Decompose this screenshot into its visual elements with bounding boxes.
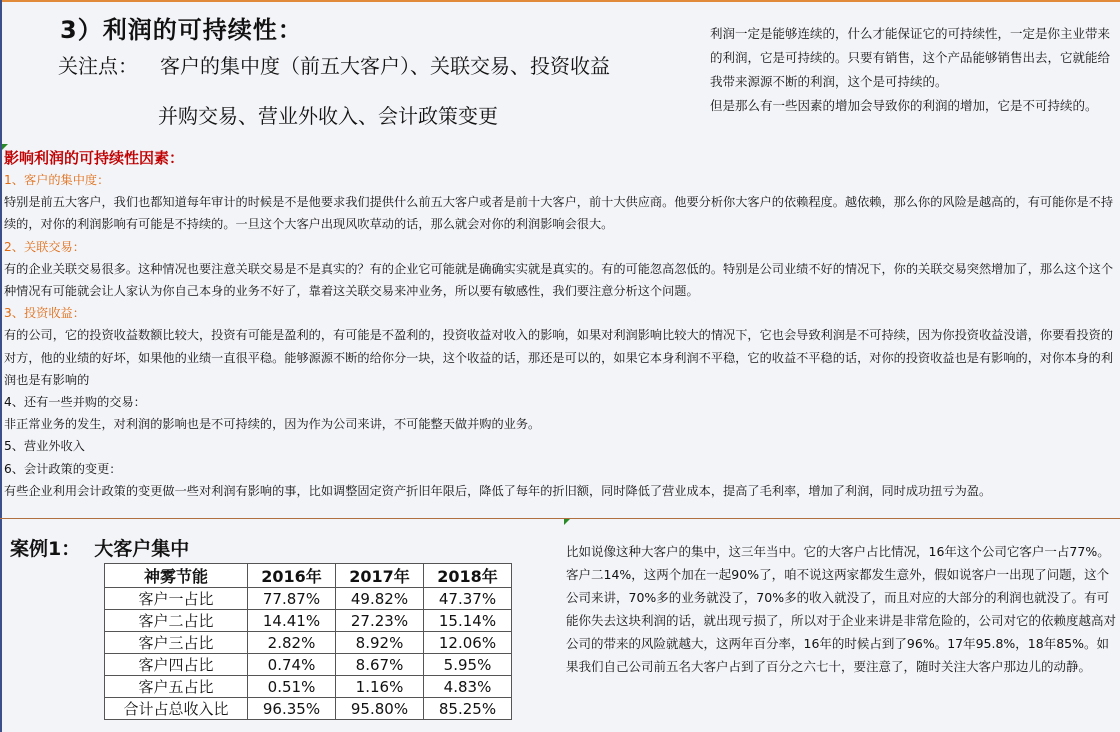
factor-body: 特别是前五大客户，我们也都知道每年审计的时候是不是他要求我们提供什么前五大客户或者是前十大客户，前十大供应商。他要分析你大客户的依赖程度。越依赖，那么你的风险是越高的，有可能你是不持续的，对你的利润影响有可能是不持续的。一旦这个大客户出现风吹草动的话，那么就会对你的利润影响会很大。: [4, 195, 1114, 232]
table-cell: 合计占总收入比: [105, 698, 248, 720]
side-note: [710, 22, 1115, 118]
side-note-p1: 利润一定是能够连续的，什么才能保证它的可持续性，一定是你主业带来的利润，它是可持续的。只要有销售，这个产品能够销售出去，它就能给我带来源源不断的利润，这个是可持续的。: [710, 26, 1111, 89]
table-cell: 4.83%: [424, 676, 512, 698]
table-row: [105, 588, 512, 610]
table-cell: 客户三占比: [105, 632, 248, 654]
table-row: [105, 698, 512, 720]
factor-title: 6、会计政策的变更：: [4, 461, 122, 476]
factor-title: 1、客户的集中度：: [4, 173, 110, 187]
factors-heading: 影响利润的可持续性因素：: [4, 149, 185, 167]
table-cell: 15.14%: [424, 610, 512, 632]
left-rule: [0, 0, 2, 732]
table-cell: 27.23%: [336, 610, 424, 632]
table-cell: 2.82%: [248, 632, 336, 654]
table-header-row: [105, 564, 512, 588]
focus-items-2: 并购交易、营业外收入、会计政策变更: [158, 104, 498, 128]
factors-section: [4, 147, 1116, 502]
table-cell: 77.87%: [248, 588, 336, 610]
section-divider: [0, 518, 1120, 519]
table-row: [105, 610, 512, 632]
table-cell: 85.25%: [424, 698, 512, 720]
table-cell: 14.41%: [248, 610, 336, 632]
side-note-p2: 但是那么有一些因素的增加会导致你的利润的增加，它是不可持续的。: [710, 98, 1098, 113]
factor-body: 有些企业利用会计政策的变更做一些对利润有影响的事，比如调整固定资产折旧年限后，降低了每年的折旧额，同时降低了营业成本，提高了毛利率，增加了利润，同时成功扭亏为盈。: [4, 483, 992, 498]
table-cell: 47.37%: [424, 588, 512, 610]
focus-items-1: 客户的集中度（前五大客户）、关联交易、投资收益: [160, 54, 610, 78]
table-row: [105, 676, 512, 698]
factor-title: 3、投资收益：: [4, 306, 85, 321]
table-cell: 5.95%: [424, 654, 512, 676]
factor-body: 有的公司，它的投资收益数额比较大，投资有可能是盈利的，有可能是不盈利的，投资收益对收入的影响，如果对利润影响比较大的情况下，它也会导致利润是不可持续，因为你投资收益没谱，你要看投资的对方，他的业绩的好坏，如果他的业绩一直很平稳。能够源源不断的给你分一块，这个收益的话，那还是可以的，如果它本身利润不平稳，它的收益不平稳的话，对你的投资收益也是有影响的，对你本身的利润也是有影响的: [4, 328, 1114, 387]
table-row: [105, 632, 512, 654]
factor-title: 2、关联交易：: [4, 239, 85, 254]
table-cell: 8.67%: [336, 654, 424, 676]
table-header: 2017年: [336, 564, 424, 588]
case-subtitle: 大客户集中: [94, 538, 190, 560]
table-cell: 96.35%: [248, 698, 336, 720]
slide-title: 3）利润的可持续性：: [60, 16, 303, 44]
table-cell: 95.80%: [336, 698, 424, 720]
table-header: 神雾节能: [105, 564, 248, 588]
factor-body: 有的企业关联交易很多。这种情况也要注意关联交易是不是真实的？有的企业它可能就是确确实实就是真实的。有的可能忽高忽低的。特别是公司业绩不好的情况下，你的关联交易突然增加了，那么这个这个种情况有可能就会让人家认为你自己本身的业务不好了，靠着这关联交易来冲业务，所以要有敏感性，我们要注意分析这个问题。: [4, 261, 1114, 299]
customer-share-table: [104, 563, 512, 720]
table-cell: 49.82%: [336, 588, 424, 610]
table-cell: 客户五占比: [105, 676, 248, 698]
table-cell: 客户一占比: [105, 588, 248, 610]
table-cell: 0.74%: [248, 654, 336, 676]
table-cell: 8.92%: [336, 632, 424, 654]
case-note: 比如说像这种大客户的集中，这三年当中。它的大客户占比情况，16年这个公司它客户一占77%。客户二14%，这两个加在一起90%了，咱不说这两家都发生意外，假如说客户一出现了问题，这个公司来讲，70%多的业务就没了，70%多的收入就没了，而且对应的大部分的利润也就没了。有可能你失去这块利润的话，就出现亏损了，所以对于企业来讲是非常危险的，公司对它的依赖度越高对公司的带来的风险就越大，这两年百分率，16年的时候占到了96%。17年95.8%，18年85%。如果我们自己公司前五名大客户占到了百分之六七十，要注意了，随时关注大客户那边儿的动静。: [566, 544, 1117, 674]
table-cell: 客户四占比: [105, 654, 248, 676]
focus-label: 关注点：: [58, 54, 138, 78]
table-header: 2018年: [424, 564, 512, 588]
table-header: 2016年: [248, 564, 336, 588]
table-cell: 0.51%: [248, 676, 336, 698]
factor-title: 5、营业外收入: [4, 439, 85, 454]
case-label: 案例1：: [10, 538, 81, 560]
table-cell: 客户二占比: [105, 610, 248, 632]
case-title: [10, 534, 189, 561]
table-cell: 12.06%: [424, 632, 512, 654]
factor-title: 4、还有一些并购的交易：: [4, 395, 146, 410]
top-rule: [0, 0, 1120, 2]
table-row: [105, 654, 512, 676]
table-cell: 1.16%: [336, 676, 424, 698]
corner-marker: [564, 519, 570, 525]
focus-line: [58, 50, 610, 79]
factor-body: 非正常业务的发生，对利润的影响也是不可持续的，因为作为公司来讲，不可能整天做并购的业务。: [4, 417, 541, 432]
